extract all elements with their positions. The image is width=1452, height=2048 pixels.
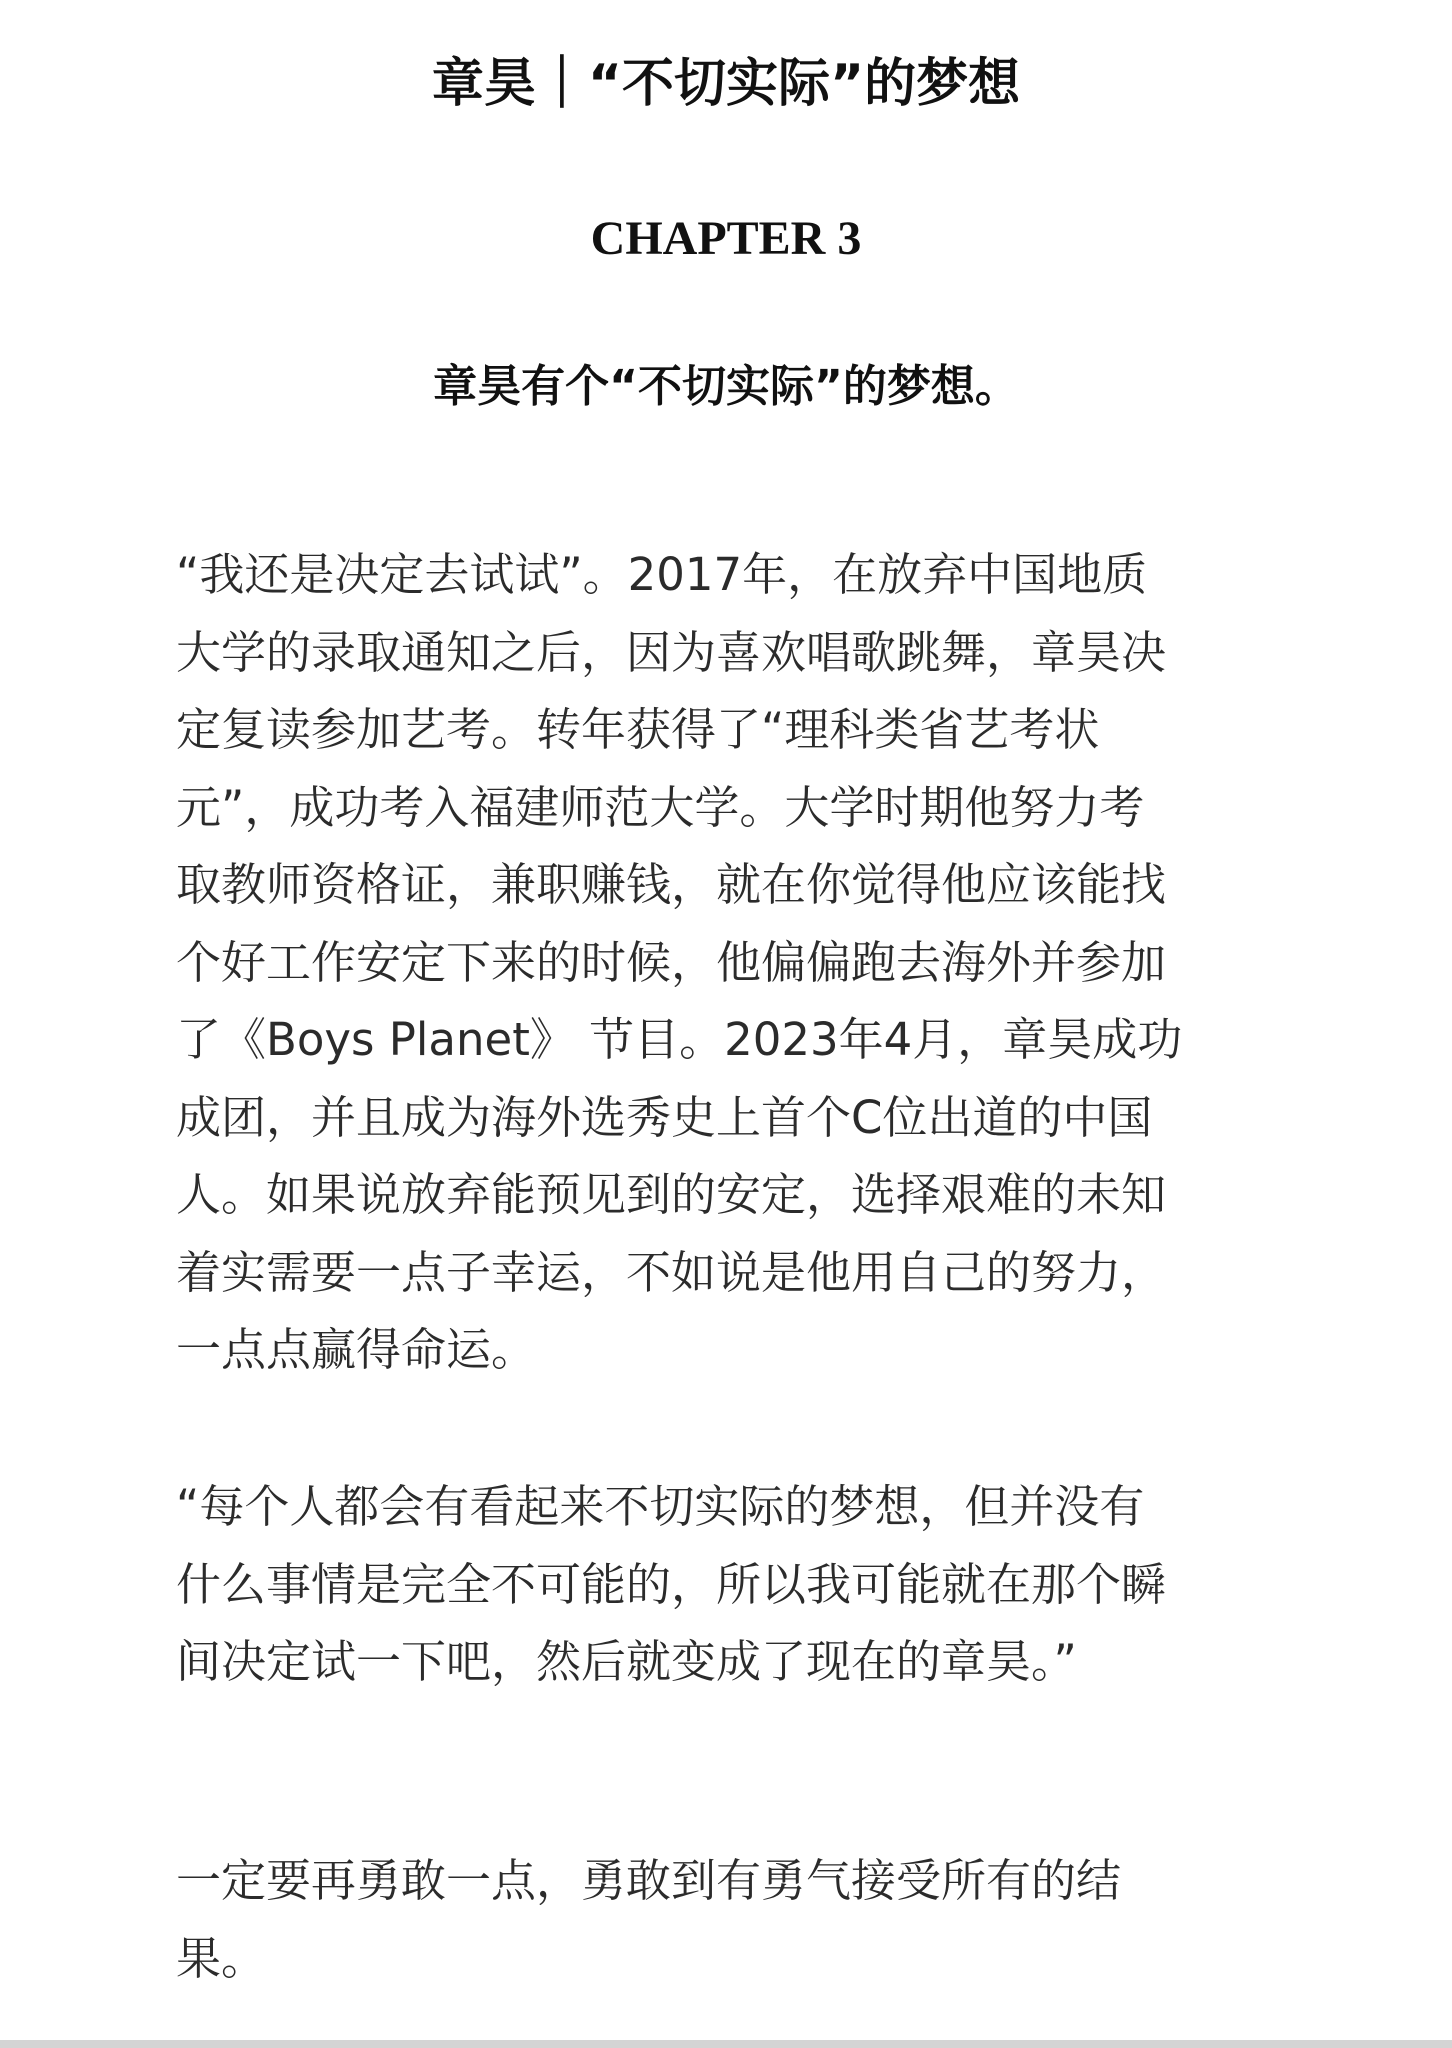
paragraph-1 (176, 536, 1286, 1389)
paragraph-line: 成团，并且成为海外选秀史上首个C位出道的中国 (176, 1090, 1153, 1144)
paragraph-line: 取教师资格证，兼职赚钱，就在你觉得他应该能找 (176, 858, 1167, 911)
paragraph-line: 了《Boys Planet》 节目。2023年4月，章昊成功 (176, 1013, 1183, 1066)
paragraph-line: 大学的录取通知之后，因为喜欢唱歌跳舞，章昊决 (176, 625, 1167, 679)
chapter-heading: CHAPTER 3 (590, 212, 862, 265)
paragraph-line: 间决定试一下吧，然后就变成了现在的章昊。” (176, 1635, 1077, 1688)
paragraph-line: 元”，成功考入福建师范大学。大学时期他努力考 (176, 780, 1145, 834)
paragraph-line: “每个人都会有看起来不切实际的梦想，但并没有 (176, 1480, 1145, 1533)
paragraph-line: 人。如果说放弃能预见到的安定，选择艰难的未知 (176, 1168, 1167, 1221)
article-title: 章昊｜“不切实际”的梦想 (431, 54, 1021, 114)
paragraph-line: 果。 (176, 1931, 267, 1985)
paragraph-3 (176, 1842, 1286, 1997)
paragraph-line: “我还是决定去试试”。2017年，在放弃中国地质 (176, 548, 1148, 601)
paragraph-line: 一点点赢得命运。 (176, 1323, 537, 1376)
bottom-divider (0, 2040, 1452, 2048)
paragraph-line: 定复读参加艺考。转年获得了“理科类省艺考状 (176, 703, 1100, 756)
paragraph-line: 个好工作安定下来的时候，他偏偏跑去海外并参加 (176, 935, 1167, 989)
paragraph-line: 什么事情是完全不可能的，所以我可能就在那个瞬 (176, 1557, 1167, 1611)
paragraph-2 (176, 1468, 1286, 1701)
paragraph-line: 着实需要一点子幸运，不如说是他用自己的努力， (176, 1245, 1167, 1299)
paragraph-line: 一定要再勇敢一点，勇敢到有勇气接受所有的结 (176, 1854, 1122, 1907)
section-subtitle: 章昊有个“不切实际”的梦想。 (433, 361, 1019, 412)
